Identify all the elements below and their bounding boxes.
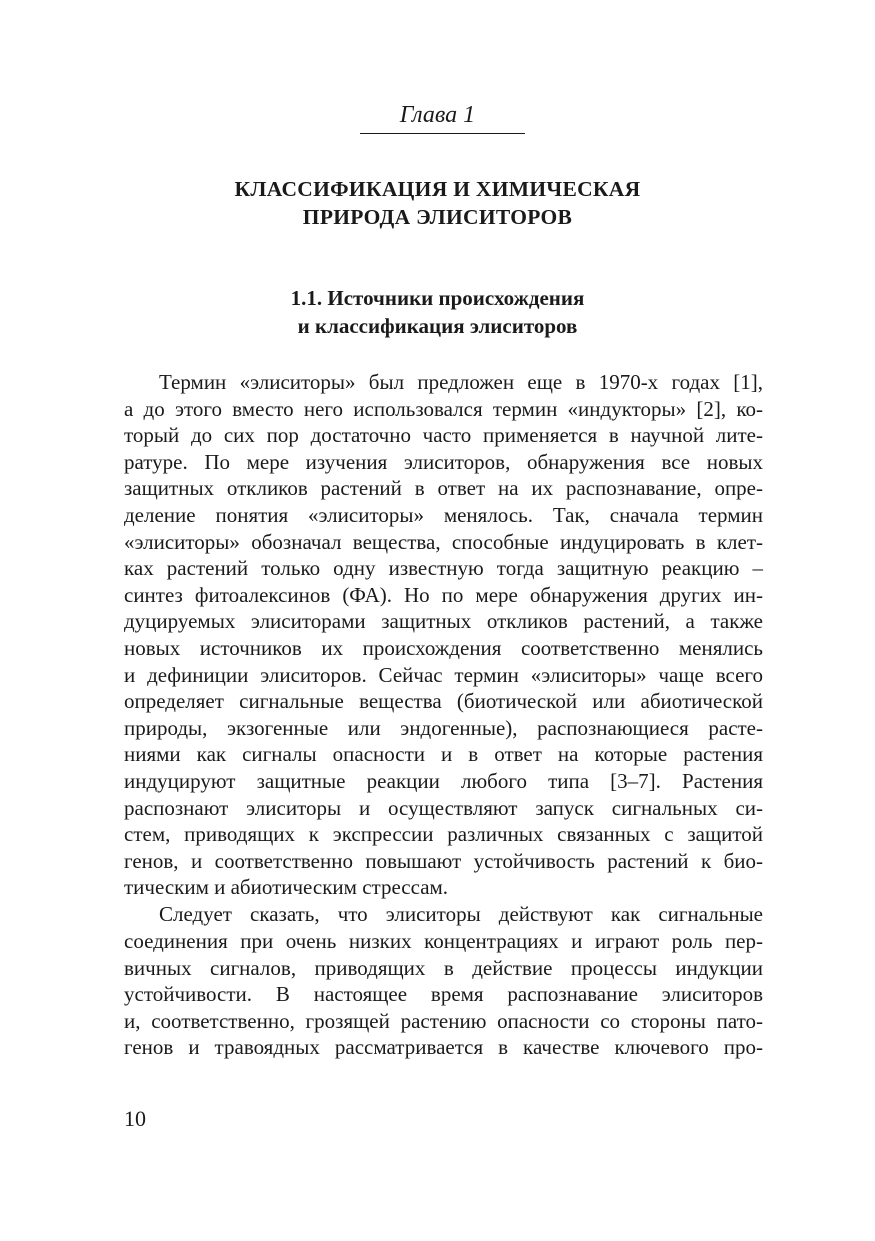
section-title <box>0 284 875 340</box>
text-line: генов и травоядных рассматривается в качестве ключевого про- <box>124 1035 763 1060</box>
text-line: вичных сигналов, приводящих в действие процессы индукции <box>124 955 763 980</box>
text-line: деление понятия «элиситоры» менялось. Так, сначала термин <box>124 502 763 527</box>
text-line: и, соответственно, грозящей растению опасности со стороны пато- <box>124 1008 763 1033</box>
text-line: дуцируемых элиситорами защитных откликов растений, а также <box>124 609 763 634</box>
paragraph <box>124 901 763 1061</box>
text-line: и дефиниции элиситоров. Сейчас термин «элиситоры» чаще всего <box>124 662 763 687</box>
text-line: защитных откликов растений в ответ на их распознавание, опре- <box>124 476 763 501</box>
text-line: стем, приводящих к экспрессии различных связанных с защитой <box>124 822 763 847</box>
chapter-underline <box>360 133 525 134</box>
body-text <box>124 369 763 1061</box>
chapter-title-line: КЛАССИФИКАЦИЯ И ХИМИЧЕСКАЯ <box>234 177 641 201</box>
section-title-line: 1.1. Источники происхождения <box>290 286 585 310</box>
text-line: синтез фитоалексинов (ФА). Но по мере обнаружения других ин- <box>124 582 763 607</box>
chapter-title <box>0 175 875 231</box>
section-title-line: и классификация элиситоров <box>297 314 578 338</box>
text-line: индуцируют защитные реакции любого типа [3–7]. Растения <box>124 768 763 793</box>
text-line: торый до сих пор достаточно часто применяется в научной лите- <box>124 423 763 448</box>
chapter-label: Глава 1 <box>399 102 476 128</box>
text-line: определяет сигнальные вещества (биотической или абиотической <box>124 689 763 714</box>
chapter-title-line: ПРИРОДА ЭЛИСИТОРОВ <box>302 205 573 229</box>
text-line: «элиситоры» обозначал вещества, способные индуцировать в клет- <box>124 529 763 554</box>
text-line: тическим и абиотическим стрессам. <box>124 875 449 900</box>
text-line: генов, и соответственно повышают устойчивость растений к био- <box>124 848 763 873</box>
text-line: новых источников их происхождения соответственно менялись <box>124 635 763 660</box>
text-line: Следует сказать, что элиситоры действуют как сигнальные <box>159 902 763 927</box>
paragraph <box>124 369 763 901</box>
text-line: а до этого вместо него использовался термин «индукторы» [2], ко- <box>124 396 763 421</box>
text-line: распознают элиситоры и осуществляют запуск сигнальных си- <box>124 795 763 820</box>
text-line: устойчивости. В настоящее время распознавание элиситоров <box>124 982 763 1007</box>
text-line: соединения при очень низких концентрациях и играют роль пер- <box>124 928 763 953</box>
text-line: ках растений только одну известную тогда защитную реакцию – <box>124 556 763 581</box>
page-number: 10 <box>124 1106 146 1131</box>
text-line: Термин «элиситоры» был предложен еще в 1970-х годах [1], <box>159 370 763 394</box>
text-line: ниями как сигналы опасности и в ответ на которые растения <box>124 742 763 767</box>
text-line: ратуре. По мере изучения элиситоров, обнаружения все новых <box>124 449 763 474</box>
text-line: природы, экзогенные или эндогенные), распознающиеся расте- <box>124 715 763 740</box>
